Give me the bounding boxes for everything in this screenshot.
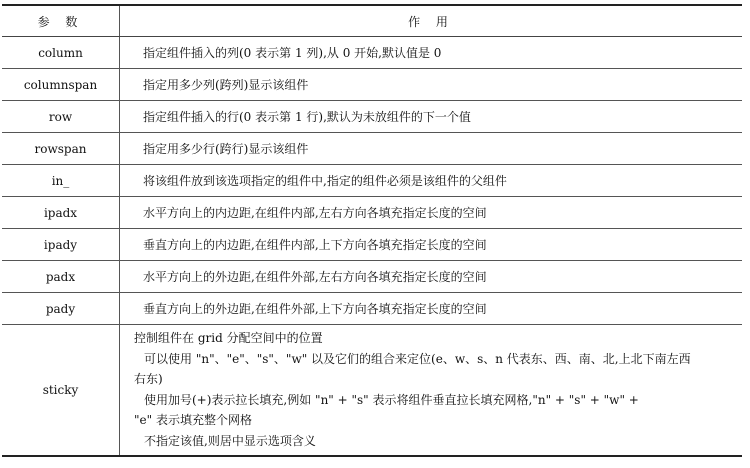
- table-header-row: [2, 5, 742, 37]
- grid-options-table: [2, 4, 742, 457]
- table-row: [2, 37, 742, 69]
- sticky-line: 右东): [134, 372, 163, 386]
- sticky-line: 不指定该值,则居中显示选项含义: [144, 433, 316, 448]
- effect-cell: 将该组件放到该选项指定的组件中,指定的组件必须是该组件的父组件: [120, 165, 743, 197]
- table-row: [2, 101, 742, 133]
- effect-cell: 水平方向上的外边距,在组件外部,左右方向各填充指定长度的空间: [120, 261, 743, 293]
- effect-cell: 垂直方向上的内边距,在组件内部,上下方向各填充指定长度的空间: [120, 229, 743, 261]
- effect-cell: 指定用多少列(跨列)显示该组件: [120, 69, 743, 101]
- effect-cell: 垂直方向上的外边距,在组件外部,上下方向各填充指定长度的空间: [120, 293, 743, 325]
- table-row: [2, 261, 742, 293]
- param-cell: columnspan: [2, 69, 120, 101]
- table-row-sticky: [2, 325, 742, 457]
- table-row: [2, 197, 742, 229]
- table-row: [2, 229, 742, 261]
- table-row: [2, 165, 742, 197]
- param-cell: sticky: [2, 325, 120, 457]
- param-cell: rowspan: [2, 133, 120, 165]
- table-row: [2, 293, 742, 325]
- param-cell: ipady: [2, 229, 120, 261]
- header-effect: 作 用: [120, 5, 743, 37]
- param-cell: ipadx: [2, 197, 120, 229]
- sticky-line: 控制组件在 grid 分配空间中的位置: [134, 331, 323, 345]
- effect-cell: 指定组件插入的列(0 表示第 1 列),从 0 开始,默认值是 0: [120, 37, 743, 69]
- param-cell: pady: [2, 293, 120, 325]
- sticky-line: "e" 表示填充整个网格: [134, 413, 252, 427]
- sticky-line: 可以使用 "n"、"e"、"s"、"w" 以及它们的组合来定位(e、w、s、n 代表东、西、南、北,上北下南左西: [144, 351, 691, 366]
- effect-cell: 指定组件插入的行(0 表示第 1 行),默认为未放组件的下一个值: [120, 101, 743, 133]
- sticky-line: 使用加号(+)表示拉长填充,例如 "n" + "s" 表示将组件垂直拉长填充网格,"n" + "s" + "w" +: [144, 392, 639, 407]
- effect-cell: 指定用多少行(跨行)显示该组件: [120, 133, 743, 165]
- param-cell: column: [2, 37, 120, 69]
- table-row: [2, 133, 742, 165]
- sticky-effect-cell: [120, 325, 743, 457]
- param-cell: row: [2, 101, 120, 133]
- effect-cell: 水平方向上的内边距,在组件内部,左右方向各填充指定长度的空间: [120, 197, 743, 229]
- header-param: 参 数: [2, 5, 120, 37]
- table-row: [2, 69, 742, 101]
- param-cell: in_: [2, 165, 120, 197]
- param-cell: padx: [2, 261, 120, 293]
